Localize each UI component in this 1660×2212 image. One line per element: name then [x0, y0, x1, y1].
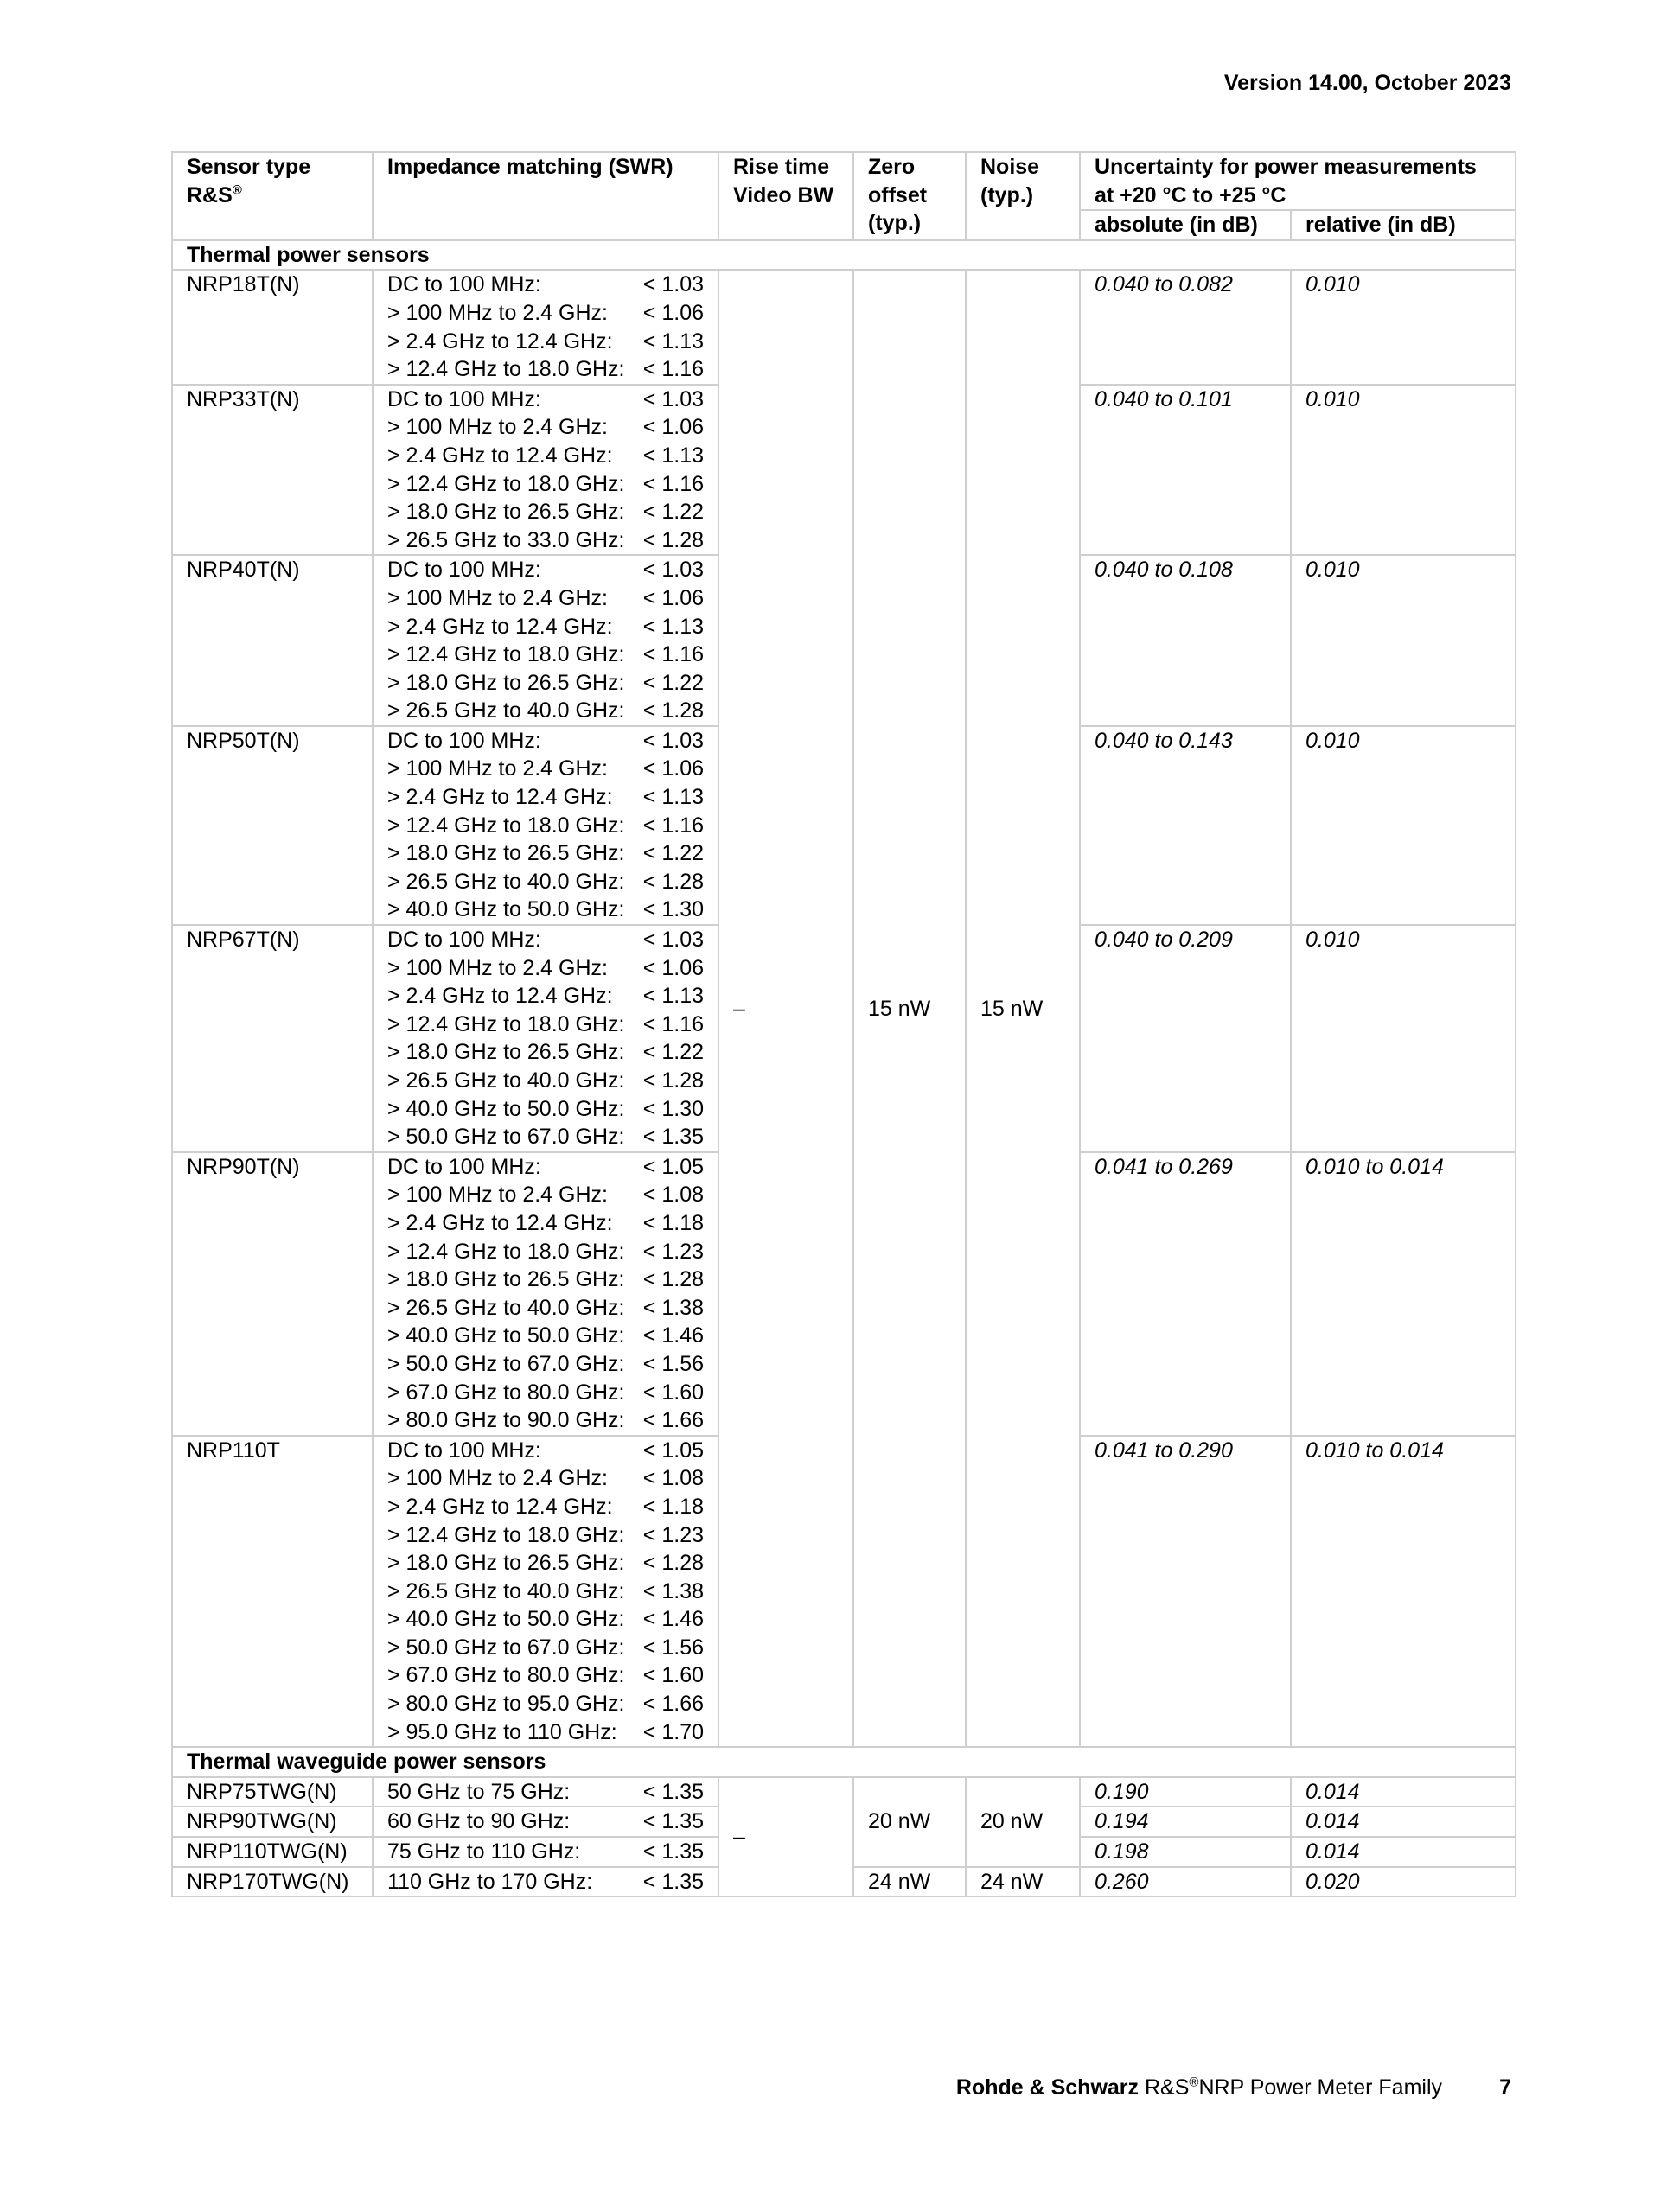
frequency-range: > 26.5 GHz to 40.0 GHz: — [387, 1295, 625, 1320]
swr-value: < 1.13 — [642, 785, 704, 810]
uncertainty-absolute: 0.198 — [1080, 1837, 1291, 1867]
sensor-name: NRP170TWG(N) — [172, 1867, 373, 1897]
uncertainty-relative: 0.010 to 0.014 — [1291, 1152, 1516, 1436]
swr-line — [387, 1493, 718, 1521]
swr-line — [387, 413, 718, 442]
sensor-name: NRP90T(N) — [172, 1152, 373, 1436]
sensor-name: NRP75TWG(N) — [172, 1777, 373, 1807]
zero-offset-value: 24 nW — [853, 1867, 966, 1897]
uncertainty-absolute: 0.190 — [1080, 1777, 1291, 1807]
swr-cell — [373, 925, 718, 1152]
swr-value: < 1.56 — [642, 1635, 704, 1660]
swr-line — [387, 1350, 718, 1379]
swr-line — [387, 1778, 718, 1807]
spec-table-body — [172, 240, 1516, 1896]
swr-line — [387, 1038, 718, 1067]
swr-value: < 1.06 — [642, 756, 704, 781]
footer-product: Rohde & Schwarz R&S®NRP Power Meter Family — [955, 2075, 1442, 2100]
frequency-range: > 12.4 GHz to 18.0 GHz: — [387, 471, 625, 496]
swr-line — [387, 1838, 718, 1866]
frequency-range: > 26.5 GHz to 40.0 GHz: — [387, 1068, 625, 1093]
swr-value: < 1.05 — [642, 1154, 704, 1179]
frequency-range: 60 GHz to 90 GHz: — [387, 1809, 571, 1834]
swr-cell — [373, 1867, 718, 1897]
uncertainty-relative: 0.010 — [1291, 270, 1516, 384]
section-title: Thermal waveguide power sensors — [172, 1747, 1516, 1777]
swr-value: < 1.16 — [642, 1011, 704, 1036]
uncertainty-absolute: 0.041 to 0.269 — [1080, 1152, 1291, 1436]
swr-value: < 1.28 — [642, 698, 704, 724]
swr-line — [387, 1661, 718, 1690]
uncertainty-absolute: 0.040 to 0.143 — [1080, 726, 1291, 925]
uncertainty-relative: 0.014 — [1291, 1807, 1516, 1837]
swr-line — [387, 1209, 718, 1238]
swr-value: < 1.06 — [642, 585, 704, 610]
swr-value: < 1.06 — [642, 955, 704, 980]
swr-value: < 1.28 — [642, 1551, 704, 1576]
swr-line — [387, 442, 718, 470]
swr-line — [387, 1322, 718, 1350]
header-impedance-matching: Impedance matching (SWR) — [373, 152, 718, 240]
sensor-name: NRP67T(N) — [172, 925, 373, 1152]
swr-line — [387, 556, 718, 584]
swr-line — [387, 1265, 718, 1294]
uncertainty-relative: 0.020 — [1291, 1867, 1516, 1897]
frequency-range: > 100 MHz to 2.4 GHz: — [387, 756, 608, 781]
swr-line — [387, 1807, 718, 1836]
swr-line — [387, 727, 718, 755]
swr-value: < 1.23 — [642, 1522, 704, 1547]
uncertainty-absolute: 0.040 to 0.209 — [1080, 925, 1291, 1152]
uncertainty-relative: 0.010 to 0.014 — [1291, 1436, 1516, 1748]
frequency-range: > 100 MHz to 2.4 GHz: — [387, 955, 608, 980]
frequency-range: > 2.4 GHz to 12.4 GHz: — [387, 984, 613, 1009]
uncertainty-relative: 0.010 — [1291, 555, 1516, 726]
swr-value: < 1.38 — [642, 1295, 704, 1320]
header-rise-time: Rise time Video BW — [718, 152, 853, 240]
swr-value: < 1.28 — [642, 1267, 704, 1292]
noise-value: 15 nW — [966, 270, 1080, 1747]
swr-line — [387, 1238, 718, 1266]
swr-cell — [373, 726, 718, 925]
frequency-range: > 18.0 GHz to 26.5 GHz: — [387, 841, 625, 866]
swr-line — [387, 386, 718, 414]
uncertainty-relative: 0.010 — [1291, 385, 1516, 556]
swr-line — [387, 926, 718, 954]
swr-line — [387, 783, 718, 812]
swr-cell — [373, 1436, 718, 1748]
swr-cell — [373, 555, 718, 726]
swr-line — [387, 1578, 718, 1606]
noise-value: 24 nW — [966, 1867, 1080, 1897]
swr-value: < 1.03 — [642, 728, 704, 753]
swr-value: < 1.13 — [642, 614, 704, 639]
document-version: Version 14.00, October 2023 — [1223, 71, 1511, 95]
frequency-range: > 12.4 GHz to 18.0 GHz: — [387, 1239, 625, 1264]
uncertainty-absolute: 0.040 to 0.101 — [1080, 385, 1291, 556]
zero-offset-value: 20 nW — [853, 1777, 966, 1867]
frequency-range: > 18.0 GHz to 26.5 GHz: — [387, 500, 625, 525]
swr-line — [387, 641, 718, 669]
frequency-range: > 2.4 GHz to 12.4 GHz: — [387, 1494, 613, 1519]
frequency-range: DC to 100 MHz: — [387, 728, 541, 753]
swr-line — [387, 1181, 718, 1209]
swr-value: < 1.18 — [642, 1210, 704, 1235]
swr-line — [387, 755, 718, 783]
swr-value: < 1.28 — [642, 869, 704, 894]
frequency-range: DC to 100 MHz: — [387, 558, 541, 583]
header-relative: relative (in dB) — [1291, 210, 1516, 240]
swr-line — [387, 526, 718, 555]
frequency-range: > 100 MHz to 2.4 GHz: — [387, 585, 608, 610]
frequency-range: > 67.0 GHz to 80.0 GHz: — [387, 1663, 625, 1688]
swr-line — [387, 1464, 718, 1493]
swr-value: < 1.38 — [642, 1578, 704, 1603]
frequency-range: > 50.0 GHz to 67.0 GHz: — [387, 1635, 625, 1660]
swr-value: < 1.16 — [642, 357, 704, 382]
swr-line — [387, 669, 718, 698]
swr-value: < 1.46 — [642, 1607, 704, 1632]
sensor-name: NRP40T(N) — [172, 555, 373, 726]
swr-line — [387, 982, 718, 1010]
page-number: 7 — [1499, 2075, 1511, 2100]
swr-line — [387, 1634, 718, 1662]
swr-value: < 1.70 — [642, 1719, 704, 1744]
frequency-range: > 40.0 GHz to 50.0 GHz: — [387, 1323, 625, 1348]
swr-cell — [373, 1837, 718, 1867]
swr-cell — [373, 1777, 718, 1807]
swr-line — [387, 470, 718, 499]
swr-line — [387, 812, 718, 840]
frequency-range: > 50.0 GHz to 67.0 GHz: — [387, 1125, 625, 1150]
noise-value: 20 nW — [966, 1777, 1080, 1867]
frequency-range: DC to 100 MHz: — [387, 386, 541, 411]
frequency-range: > 100 MHz to 2.4 GHz: — [387, 1182, 608, 1208]
frequency-range: > 18.0 GHz to 26.5 GHz: — [387, 670, 625, 695]
swr-line — [387, 299, 718, 328]
header-uncertainty: Uncertainty for power measurements at +20 °C to +25 °C — [1080, 152, 1516, 210]
swr-value: < 1.03 — [642, 386, 704, 411]
swr-value: < 1.60 — [642, 1380, 704, 1405]
uncertainty-relative: 0.010 — [1291, 726, 1516, 925]
swr-line — [387, 498, 718, 526]
swr-value: < 1.22 — [642, 500, 704, 525]
swr-line — [387, 1010, 718, 1039]
swr-value: < 1.35 — [642, 1869, 704, 1894]
frequency-range: > 26.5 GHz to 40.0 GHz: — [387, 698, 625, 724]
uncertainty-relative: 0.014 — [1291, 1777, 1516, 1807]
zero-offset-value: 15 nW — [853, 270, 966, 1747]
frequency-range: > 12.4 GHz to 18.0 GHz: — [387, 357, 625, 382]
sensor-name: NRP50T(N) — [172, 726, 373, 925]
uncertainty-absolute: 0.260 — [1080, 1867, 1291, 1897]
sensor-name: NRP18T(N) — [172, 270, 373, 384]
swr-line — [387, 896, 718, 924]
sensor-name: NRP110T — [172, 1436, 373, 1748]
frequency-range: > 100 MHz to 2.4 GHz: — [387, 415, 608, 440]
frequency-range: > 18.0 GHz to 26.5 GHz: — [387, 1040, 625, 1065]
frequency-range: DC to 100 MHz: — [387, 272, 541, 297]
swr-value: < 1.30 — [642, 897, 704, 922]
frequency-range: > 80.0 GHz to 90.0 GHz: — [387, 1408, 625, 1433]
swr-line — [387, 1718, 718, 1747]
uncertainty-relative: 0.010 — [1291, 925, 1516, 1152]
header-zero-offset: Zero offset (typ.) — [853, 152, 966, 240]
frequency-range: DC to 100 MHz: — [387, 1154, 541, 1179]
swr-line — [387, 1868, 718, 1896]
swr-line — [387, 1549, 718, 1578]
uncertainty-absolute: 0.194 — [1080, 1807, 1291, 1837]
swr-value: < 1.03 — [642, 928, 704, 953]
swr-value: < 1.18 — [642, 1494, 704, 1519]
swr-value: < 1.56 — [642, 1351, 704, 1376]
swr-value: < 1.35 — [642, 1779, 704, 1804]
header-noise: Noise (typ.) — [966, 152, 1080, 240]
swr-value: < 1.60 — [642, 1663, 704, 1688]
swr-line — [387, 328, 718, 356]
swr-value: < 1.35 — [642, 1839, 704, 1865]
swr-line — [387, 697, 718, 725]
swr-line — [387, 584, 718, 613]
swr-value: < 1.05 — [642, 1437, 704, 1463]
swr-line — [387, 1067, 718, 1095]
swr-cell — [373, 270, 718, 384]
frequency-range: > 2.4 GHz to 12.4 GHz: — [387, 614, 613, 639]
swr-value: < 1.35 — [642, 1809, 704, 1834]
frequency-range: 75 GHz to 110 GHz: — [387, 1839, 581, 1865]
frequency-range: > 100 MHz to 2.4 GHz: — [387, 300, 608, 325]
swr-value: < 1.16 — [642, 471, 704, 496]
section-title: Thermal power sensors — [172, 240, 1516, 271]
frequency-range: > 12.4 GHz to 18.0 GHz: — [387, 813, 625, 838]
swr-value: < 1.13 — [642, 984, 704, 1009]
header-absolute: absolute (in dB) — [1080, 210, 1291, 240]
swr-line — [387, 1379, 718, 1407]
sensor-name: NRP33T(N) — [172, 385, 373, 556]
section-header-row — [172, 240, 1516, 271]
frequency-range: DC to 100 MHz: — [387, 1437, 541, 1463]
frequency-range: > 2.4 GHz to 12.4 GHz: — [387, 328, 613, 354]
swr-line — [387, 954, 718, 983]
frequency-range: > 50.0 GHz to 67.0 GHz: — [387, 1351, 625, 1376]
frequency-range: > 26.5 GHz to 40.0 GHz: — [387, 1578, 625, 1603]
swr-value: < 1.66 — [642, 1692, 704, 1717]
swr-line — [387, 839, 718, 868]
swr-line — [387, 1437, 718, 1465]
swr-cell — [373, 1807, 718, 1837]
swr-line — [387, 271, 718, 299]
swr-line — [387, 1123, 718, 1151]
uncertainty-absolute: 0.040 to 0.108 — [1080, 555, 1291, 726]
sensor-name: NRP90TWG(N) — [172, 1807, 373, 1837]
swr-value: < 1.35 — [642, 1125, 704, 1150]
swr-line — [387, 1605, 718, 1634]
swr-value: < 1.13 — [642, 328, 704, 354]
frequency-range: > 40.0 GHz to 50.0 GHz: — [387, 1607, 625, 1632]
swr-value: < 1.22 — [642, 670, 704, 695]
swr-value: < 1.23 — [642, 1239, 704, 1264]
swr-value: < 1.13 — [642, 443, 704, 468]
sensor-name: NRP110TWG(N) — [172, 1837, 373, 1867]
uncertainty-absolute: 0.040 to 0.082 — [1080, 270, 1291, 384]
swr-value: < 1.03 — [642, 558, 704, 583]
frequency-range: > 18.0 GHz to 26.5 GHz: — [387, 1267, 625, 1292]
frequency-range: > 2.4 GHz to 12.4 GHz: — [387, 443, 613, 468]
frequency-range: 110 GHz to 170 GHz: — [387, 1869, 593, 1894]
swr-line — [387, 1095, 718, 1124]
uncertainty-relative: 0.014 — [1291, 1837, 1516, 1867]
frequency-range: 50 GHz to 75 GHz: — [387, 1779, 571, 1804]
frequency-range: > 12.4 GHz to 18.0 GHz: — [387, 642, 625, 667]
swr-value: < 1.16 — [642, 642, 704, 667]
frequency-range: > 40.0 GHz to 50.0 GHz: — [387, 1096, 625, 1121]
frequency-range: > 80.0 GHz to 95.0 GHz: — [387, 1692, 625, 1717]
swr-value: < 1.22 — [642, 1040, 704, 1065]
rise-time-value: – — [718, 270, 853, 1747]
swr-value: < 1.16 — [642, 813, 704, 838]
swr-line — [387, 1153, 718, 1182]
frequency-range: > 26.5 GHz to 33.0 GHz: — [387, 527, 625, 552]
swr-line — [387, 1690, 718, 1718]
frequency-range: > 40.0 GHz to 50.0 GHz: — [387, 897, 625, 922]
swr-value: < 1.06 — [642, 415, 704, 440]
swr-value: < 1.08 — [642, 1182, 704, 1208]
frequency-range: > 26.5 GHz to 40.0 GHz: — [387, 869, 625, 894]
frequency-range: > 95.0 GHz to 110 GHz: — [387, 1719, 617, 1744]
swr-value: < 1.66 — [642, 1408, 704, 1433]
frequency-range: > 100 MHz to 2.4 GHz: — [387, 1466, 608, 1491]
swr-line — [387, 1294, 718, 1323]
section-header-row — [172, 1747, 1516, 1777]
frequency-range: > 2.4 GHz to 12.4 GHz: — [387, 785, 613, 810]
uncertainty-absolute: 0.041 to 0.290 — [1080, 1436, 1291, 1748]
frequency-range: > 12.4 GHz to 18.0 GHz: — [387, 1522, 625, 1547]
rise-time-value: – — [718, 1777, 853, 1896]
swr-value: < 1.22 — [642, 841, 704, 866]
frequency-range: > 18.0 GHz to 26.5 GHz: — [387, 1551, 625, 1576]
swr-line — [387, 1521, 718, 1550]
swr-line — [387, 1406, 718, 1435]
table-row — [172, 1777, 1516, 1807]
swr-value: < 1.03 — [642, 272, 704, 297]
frequency-range: > 67.0 GHz to 80.0 GHz: — [387, 1380, 625, 1405]
swr-cell — [373, 1152, 718, 1436]
swr-value: < 1.30 — [642, 1096, 704, 1121]
swr-value: < 1.28 — [642, 527, 704, 552]
frequency-range: > 12.4 GHz to 18.0 GHz: — [387, 1011, 625, 1036]
swr-value: < 1.06 — [642, 300, 704, 325]
sensor-spec-table — [171, 151, 1516, 1897]
swr-value: < 1.28 — [642, 1068, 704, 1093]
table-row — [172, 270, 1516, 384]
header-sensor-type: Sensor type R&S® — [172, 152, 373, 240]
frequency-range: DC to 100 MHz: — [387, 928, 541, 953]
swr-value: < 1.46 — [642, 1323, 704, 1348]
swr-line — [387, 868, 718, 896]
swr-line — [387, 355, 718, 384]
swr-value: < 1.08 — [642, 1466, 704, 1491]
frequency-range: > 2.4 GHz to 12.4 GHz: — [387, 1210, 613, 1235]
swr-cell — [373, 385, 718, 556]
swr-line — [387, 613, 718, 641]
